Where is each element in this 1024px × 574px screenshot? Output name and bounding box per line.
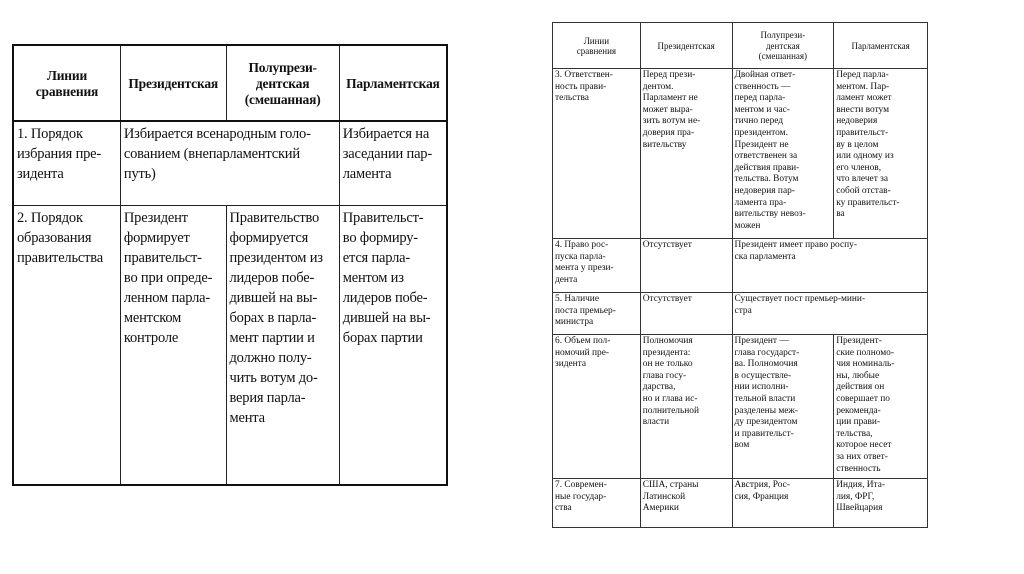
table-row xyxy=(13,121,447,205)
merged-cell: Президент имеет право роспу- ска парламента xyxy=(732,239,927,293)
left-comparison-table xyxy=(12,44,448,486)
presidential-cell: Полномочия президента: он не только глава госу- дарства, но и глава ис- полнительной власти xyxy=(640,335,732,479)
presidential-cell: Перед прези- дентом. Парламент не может выра- зить вотум не- доверия пра- вительству xyxy=(640,69,732,239)
mixed-cell: Правительство формируется президентом из лидеров побе- дившей на вы- борах в парла- мент партии и должно полу- чить вотум до- верия парла- мента xyxy=(226,205,339,485)
parliamentary-cell: Правительст- во формиру- ется парла- ментом из лидеров побе- дившей на вы- борах партии xyxy=(339,205,447,485)
mixed-cell: Президент — глава государст- ва. Полномочия в осуществле- нии исполни- тельной власти разделены меж- ду президентом и правительст- вом xyxy=(732,335,834,479)
mixed-cell: Австрия, Рос- сия, Франция xyxy=(732,479,834,528)
table-row xyxy=(553,293,928,335)
parliamentary-cell: Перед парла- ментом. Пар- ламент может внести вотум недоверия правительст- ву в целом или одному из его членов, что влечет за собой отстав- ку правительст- ва xyxy=(834,69,928,239)
right-header-criteria: Линии сравнения xyxy=(553,23,641,69)
table-row xyxy=(553,335,928,479)
row-label: 6. Объем пол- номочий пре- зидента xyxy=(553,335,641,479)
right-header-parliamentary: Парламентская xyxy=(834,23,928,69)
parliamentary-cell: Президент- ские полномо- чия номиналь- ны, любые действия он совершает по рекоменда- ции прави- тельства, которое несет за них ответ- ственность xyxy=(834,335,928,479)
right-header-presidential: Президентская xyxy=(640,23,732,69)
row-label: 5. Наличие поста премьер- министра xyxy=(553,293,641,335)
right-header-mixed: Полупрези- дентская (смешанная) xyxy=(732,23,834,69)
table-row xyxy=(553,479,928,528)
left-header-row xyxy=(13,45,447,121)
parliamentary-cell: Избирается на заседании пар- ламента xyxy=(339,121,447,205)
row-label: 1. Порядок избрания пре- зидента xyxy=(13,121,120,205)
left-header-parliamentary: Парламентская xyxy=(339,45,447,121)
row-label: 7. Современ- ные государ- ства xyxy=(553,479,641,528)
left-header-criteria: Линии сравнения xyxy=(13,45,120,121)
table-row xyxy=(13,205,447,485)
left-header-presidential: Президентская xyxy=(120,45,226,121)
right-header-row xyxy=(553,23,928,69)
merged-cell: Существует пост премьер-мини- стра xyxy=(732,293,927,335)
table-row xyxy=(553,239,928,293)
presidential-cell: Отсутствует xyxy=(640,239,732,293)
merged-cell: Избирается всенародным голо- сованием (внепарламентский путь) xyxy=(120,121,339,205)
table-row xyxy=(553,69,928,239)
presidential-cell: США, страны Латинской Америки xyxy=(640,479,732,528)
row-label: 2. Порядок образования правительства xyxy=(13,205,120,485)
right-comparison-table xyxy=(552,22,928,528)
mixed-cell: Двойная ответ- ственность — перед парла- ментом и час- тично перед президентом. Президент не ответственен за действия прави- тельства. Вотум недоверия пар- ламента пра- вительству невоз- можен xyxy=(732,69,834,239)
parliamentary-cell: Индия, Ита- лия, ФРГ, Швейцария xyxy=(834,479,928,528)
row-label: 4. Право рос- пуска парла- мента у прези- дента xyxy=(553,239,641,293)
presidential-cell: Президент формирует правительст- во при опреде- ленном парла- ментском контроле xyxy=(120,205,226,485)
left-header-mixed: Полупрези- дентская (смешанная) xyxy=(226,45,339,121)
row-label: 3. Ответствен- ность прави- тельства xyxy=(553,69,641,239)
presidential-cell: Отсутствует xyxy=(640,293,732,335)
